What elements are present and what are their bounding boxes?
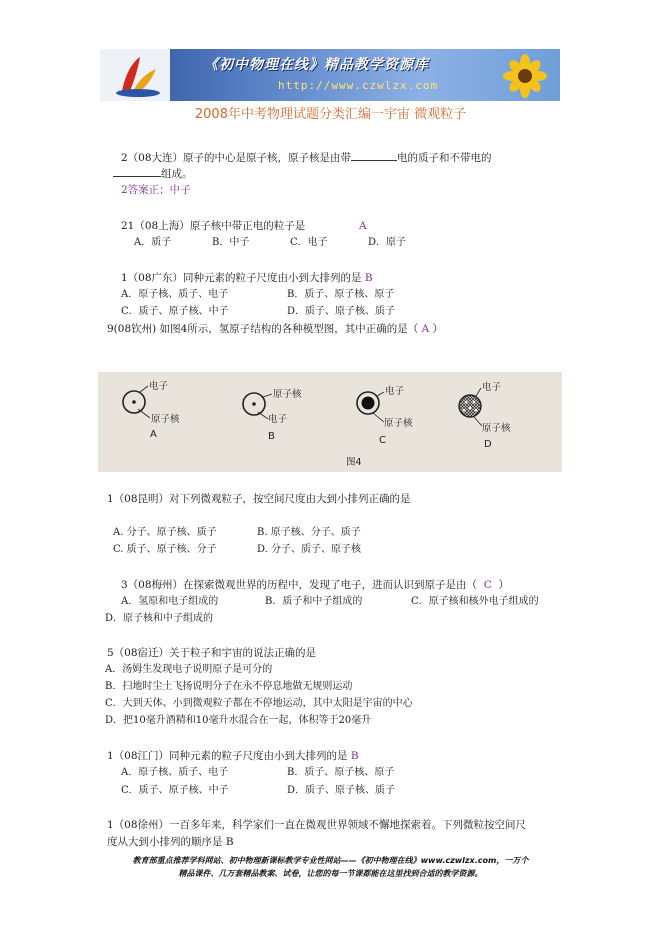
question-8-option-c: C．质子、原子核、中子 (121, 785, 229, 796)
question-1-line-1 (121, 150, 492, 165)
answer-blank (351, 150, 397, 161)
question-9-text: 度从大到小排列的顺序是 (107, 836, 223, 848)
question-3-stem (121, 271, 373, 285)
question-5-option-a: A. 分子、原子核、质子 (113, 527, 217, 538)
electron-label: 电子 (385, 386, 405, 397)
question-9-answer: B (225, 836, 234, 848)
figure-caption: 图4 (346, 457, 362, 468)
figure-4-atom-models (98, 372, 562, 472)
question-6-option-d: D．原子核和中子组成的 (105, 613, 214, 624)
question-8-option-d: D．质子、原子核、质子 (287, 785, 396, 796)
question-2-option-c: C．电子 (290, 237, 328, 248)
question-4-text: 9(08钦州) 如图4所示，氢原子结构的各种模型图，其中正确的是（ (107, 323, 419, 335)
model-c (357, 385, 413, 446)
question-9-line-2 (107, 835, 234, 849)
question-7-option-a: A．汤姆生发现电子说明原子是可分的 (105, 664, 273, 675)
nucleus-label: 原子核 (151, 414, 180, 425)
electron-label: 电子 (482, 382, 502, 393)
question-4-close: ） (432, 323, 444, 335)
question-6-stem (121, 578, 509, 592)
model-letter: B (268, 431, 275, 442)
question-6-option-b: B．质子和中子组成的 (265, 596, 363, 607)
document-title: 2008年中考物理试题分类汇编一宇宙 微观粒子 (194, 107, 467, 122)
model-b (243, 388, 302, 442)
question-4-answer: A (421, 323, 430, 335)
question-2-answer: A (359, 220, 367, 232)
answer-blank (113, 166, 161, 177)
model-d (459, 381, 511, 450)
question-7-option-c: C．大到天体、小到微观粒子都在不停地运动，其中太阳是宇宙的中心 (105, 698, 413, 709)
question-1-line-2 (113, 166, 193, 181)
site-logo-icon (104, 51, 168, 99)
question-6-close: ） (498, 579, 509, 591)
question-7-option-b: B．扫地时尘土飞扬说明分子在永不停息地做无规则运动 (105, 681, 353, 692)
question-7-stem: 5（08宿迁）关于粒子和宇宙的说法正确的是 (107, 647, 317, 659)
question-4-stem (107, 322, 443, 336)
electron-label: 电子 (149, 381, 169, 392)
question-3-text: 1（08广东）同种元素的粒子尺度由小到大排列的是 (121, 272, 362, 284)
header-banner (100, 49, 560, 101)
question-6-option-a: A．氢原和电子组成的 (121, 596, 219, 607)
banner-url: http://www.czwlzx.com (278, 79, 439, 92)
model-a (123, 380, 180, 440)
model-letter: D (484, 439, 492, 450)
question-5-option-d: D. 分子、质子、原子核 (257, 544, 362, 555)
nucleus-label: 原子核 (273, 389, 302, 400)
question-5-option-b: B. 原子核、分子、质子 (257, 527, 361, 538)
question-8-option-b: B．质子、原子核、原子 (287, 767, 395, 778)
question-6-answer: C (483, 579, 492, 591)
question-2-stem: 21（08上海）原子核中带正电的粒子是 (121, 220, 306, 232)
footer-line-2: 精品课件、几万套精品教案、试卷，让您的每一节课都能在这里找到合适的教学资源。 (178, 869, 483, 878)
question-5-option-c: C. 质子、原子核、分子 (113, 544, 217, 555)
nucleus-dot (132, 400, 136, 404)
question-2-option-d: D．原子 (368, 237, 407, 248)
electron-dot (252, 402, 256, 406)
question-6-option-c: C．原子核和核外电子组成的 (411, 596, 539, 607)
question-2-option-a: A．质子 (134, 237, 172, 248)
question-3-answer: B (364, 272, 373, 284)
sunflower-icon (496, 53, 554, 99)
model-letter: C (379, 435, 386, 446)
question-3-option-a: A．原子核、质子、电子 (121, 289, 229, 300)
nucleus-dot (362, 397, 375, 410)
footer-line-1: 教育部重点推荐学科网站、初中物理新课标教学专业性网站——《初中物理在线》www.czwlzx.com，一万个 (132, 856, 529, 865)
question-8-stem (107, 749, 359, 763)
question-7-option-d: D．把10毫升酒精和10毫升水混合在一起，体积等于20毫升 (105, 715, 372, 726)
model-letter: A (150, 429, 157, 440)
question-8-option-a: A．原子核、质子、电子 (121, 767, 229, 778)
plum-pudding-model (459, 395, 481, 417)
nucleus-label: 原子核 (384, 418, 413, 429)
electron-label: 电子 (268, 414, 288, 425)
question-9-line-1: 1（08徐州）一百多年来，科学家们一直在微观世界领域不懈地探索着。下列微粒按空间尺 (107, 819, 527, 831)
question-1-answer: 2答案正；中子 (121, 184, 191, 196)
question-3-option-d: D．质子、原子核、质子 (287, 306, 396, 317)
question-1-text-b: 电的质子和不带电的 (397, 152, 492, 164)
question-6-text: 3（08梅州）在探索微观世界的历程中，发现了电子，进而认识到原子是由（ (121, 579, 478, 591)
question-3-option-c: C．质子、原子核、中子 (121, 306, 229, 317)
question-5-stem: 1（08昆明）对下列微观粒子，按空间尺度由大到小排列正确的是 (107, 493, 411, 505)
banner-title: 《初中物理在线》精品教学资源库 (204, 57, 429, 73)
nucleus-label: 原子核 (482, 423, 511, 434)
question-8-answer: B (350, 750, 359, 762)
question-1-text-c: 组成。 (161, 168, 193, 180)
question-3-option-b: B．质子、原子核、原子 (287, 289, 395, 300)
question-1-text-a: 2（08大连）原子的中心是原子核，原子核是由带 (121, 152, 352, 164)
question-2-option-b: B．中子 (212, 237, 250, 248)
question-8-text: 1（08江门）同种元素的粒子尺度由小到大排列的是 (107, 750, 348, 762)
